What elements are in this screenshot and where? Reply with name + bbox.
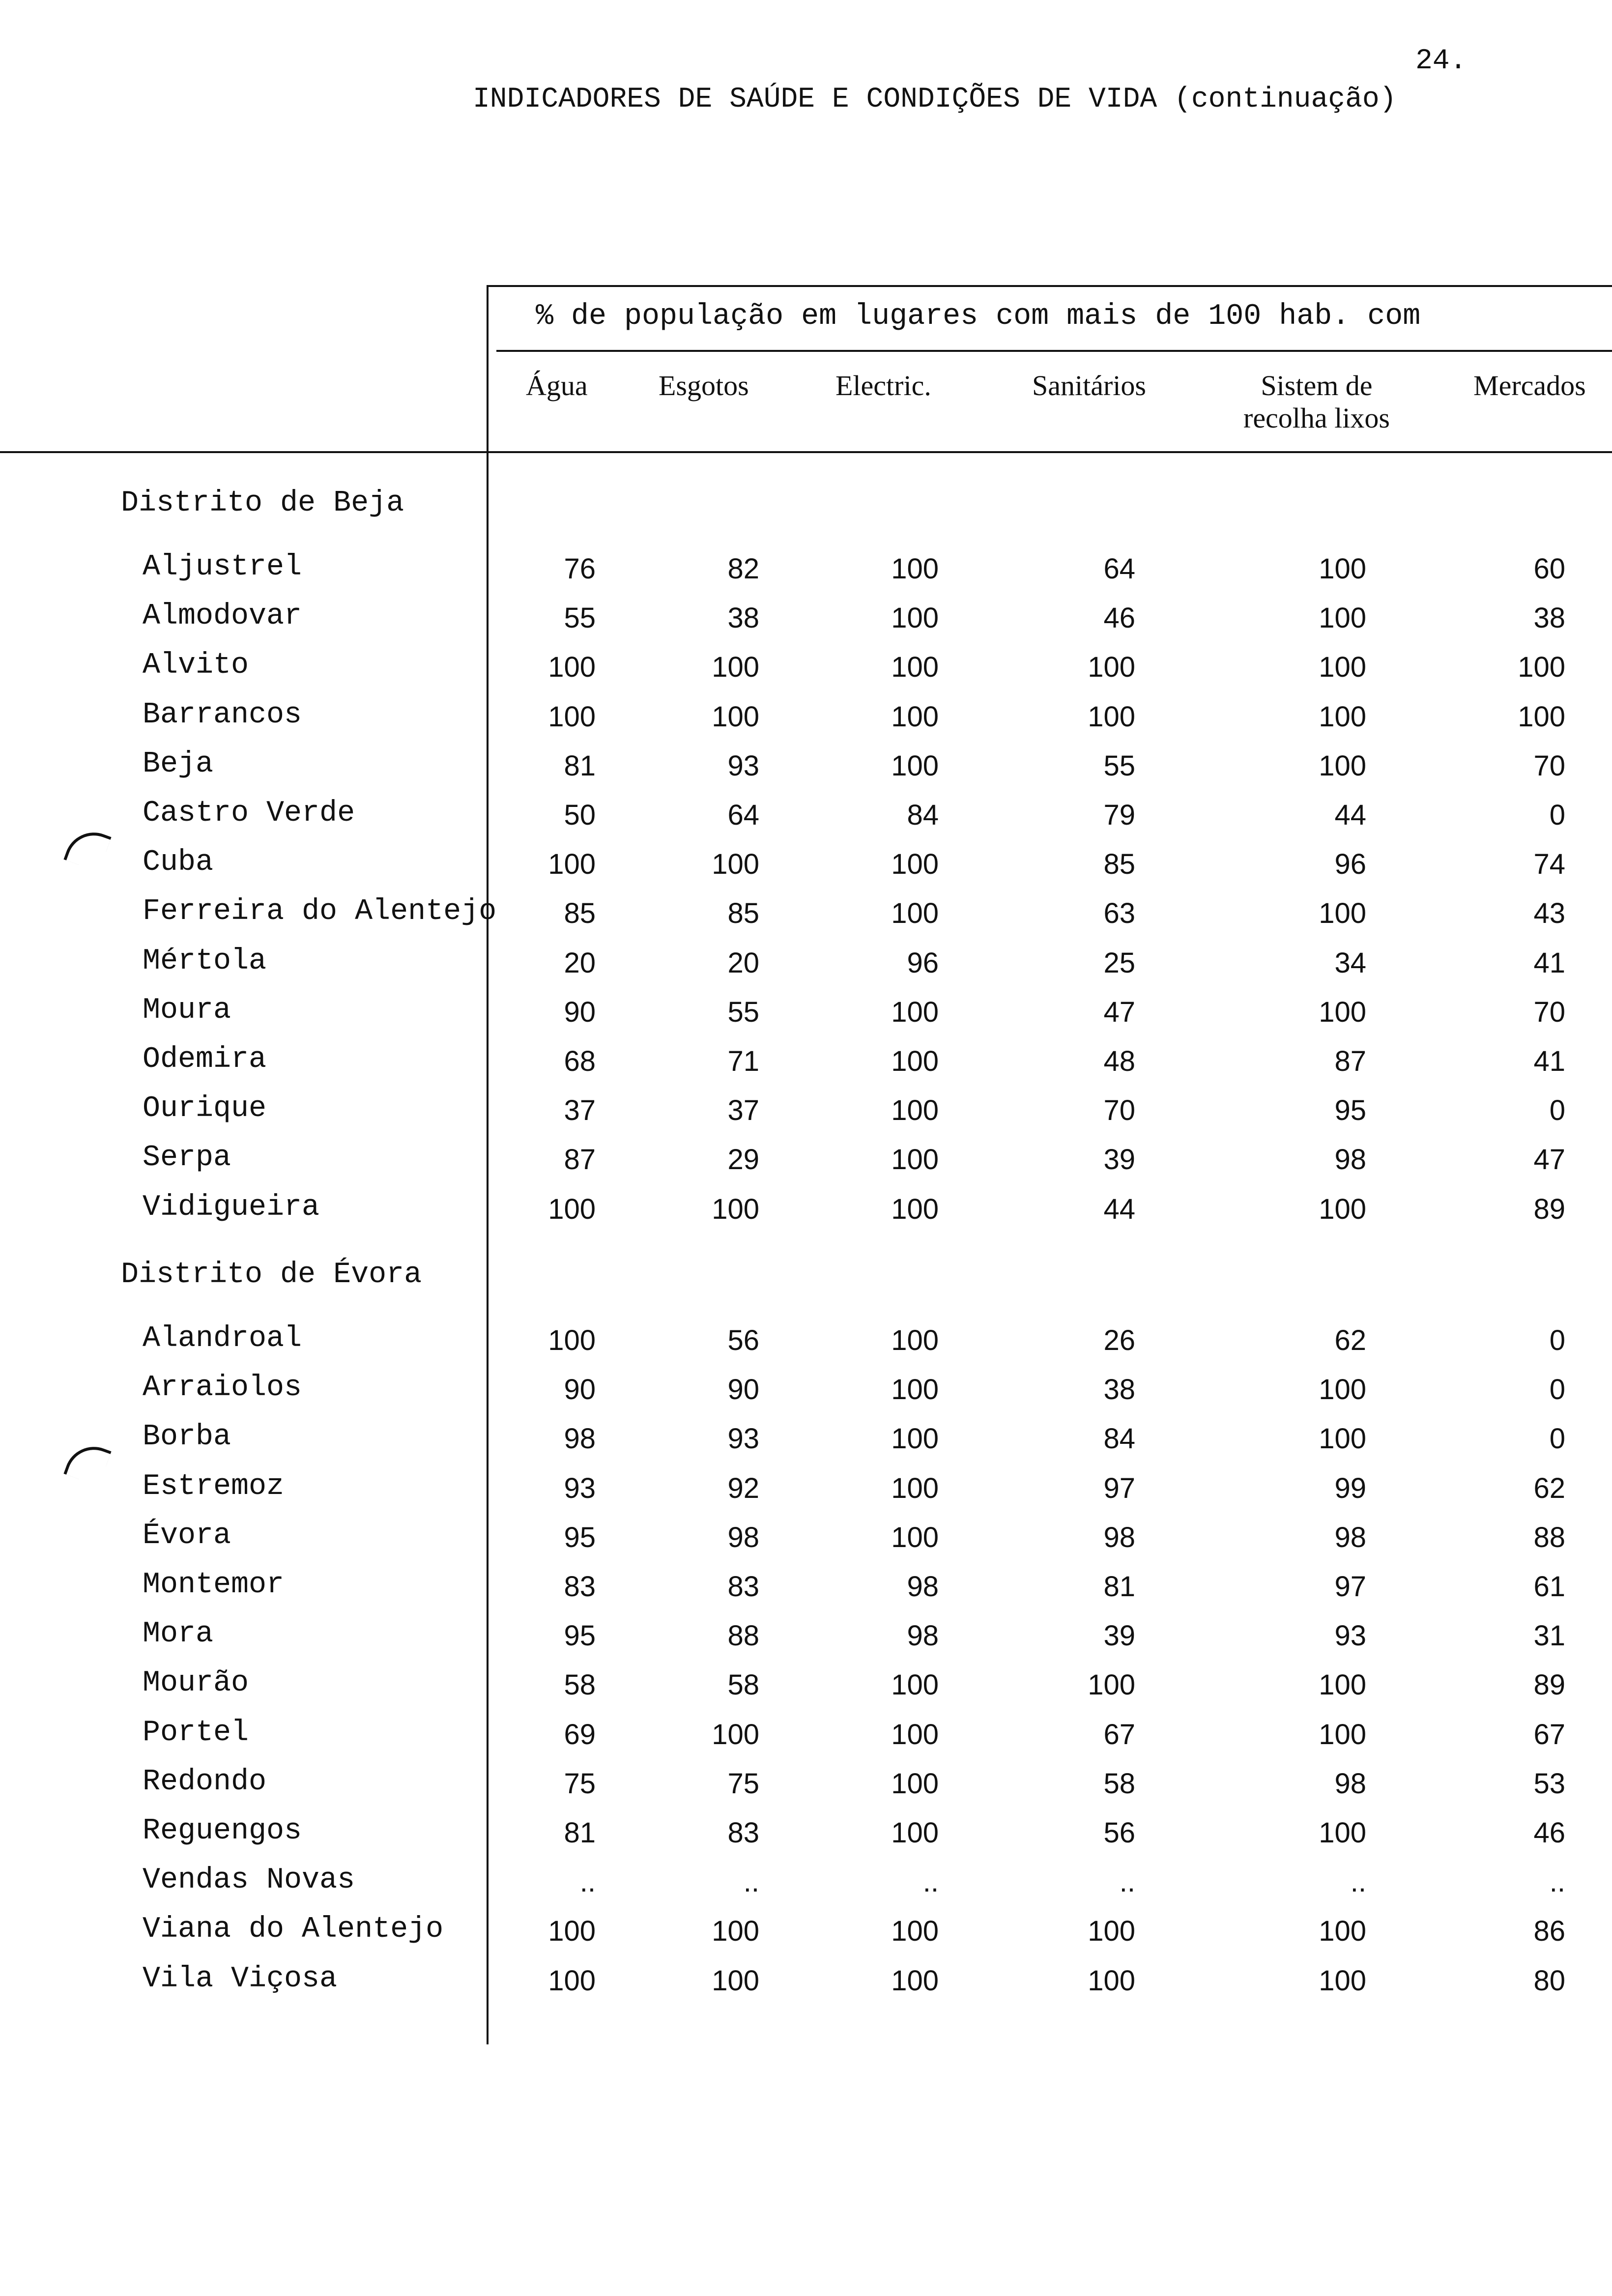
- table-cell: 0: [1549, 1094, 1565, 1126]
- row-label: Castro Verde: [143, 797, 355, 830]
- table-cell: 100: [891, 1193, 939, 1225]
- table-row: [0, 1814, 1612, 1849]
- table-row: [0, 1371, 1612, 1406]
- row-label: Borba: [143, 1420, 231, 1454]
- row-label: Almodovar: [143, 600, 302, 633]
- table-cell: 100: [548, 1193, 596, 1225]
- row-label: Arraiolos: [143, 1371, 302, 1405]
- table-cell: 39: [1103, 1620, 1135, 1652]
- table-cell: 100: [712, 1193, 759, 1225]
- table-cell: 98: [907, 1620, 939, 1652]
- table-cell: 68: [564, 1045, 596, 1077]
- table-cell: 56: [1103, 1817, 1135, 1849]
- table-cell: 29: [727, 1144, 759, 1176]
- table-cell: 75: [727, 1768, 759, 1800]
- table-cell: 88: [727, 1620, 759, 1652]
- table-cell: 85: [1103, 848, 1135, 880]
- table-cell: 100: [891, 651, 939, 683]
- table-cell: 83: [564, 1571, 596, 1603]
- table-cell: 58: [1103, 1768, 1135, 1800]
- table-cell: 98: [564, 1423, 596, 1455]
- table-row: [0, 945, 1612, 979]
- table-cell: 70: [1103, 1094, 1135, 1126]
- table-cell: 69: [564, 1719, 596, 1751]
- column-header-recolha-lixos: Sistem de recolha lixos: [1243, 370, 1390, 434]
- table-row: [0, 1420, 1612, 1455]
- table-cell: 100: [1319, 651, 1366, 683]
- table-cell: 25: [1103, 947, 1135, 979]
- table-cell: ..: [1350, 1866, 1366, 1898]
- table-cell: 46: [1533, 1817, 1565, 1849]
- table-cell: 84: [907, 799, 939, 831]
- table-row: [0, 1765, 1612, 1800]
- table-cell: 100: [1319, 1669, 1366, 1701]
- table-cell: 75: [564, 1768, 596, 1800]
- table-cell: 100: [891, 1045, 939, 1077]
- table-cell: 100: [712, 701, 759, 733]
- table-cell: 98: [1334, 1144, 1366, 1176]
- table-row: [0, 600, 1612, 634]
- row-label: Vidigueira: [143, 1191, 320, 1224]
- row-label: Cuba: [143, 846, 214, 879]
- table-header-rule: [496, 350, 1612, 352]
- row-label: Ferreira do Alentejo: [143, 895, 497, 928]
- table-row: [0, 797, 1612, 831]
- table-cell: 100: [891, 750, 939, 782]
- table-cell: 100: [891, 1423, 939, 1455]
- table-row: [0, 1092, 1612, 1126]
- row-label: Alvito: [143, 649, 249, 682]
- table-cell: 100: [891, 701, 939, 733]
- table-cell: 100: [1319, 750, 1366, 782]
- table-cell: 34: [1334, 947, 1366, 979]
- table-cell: 70: [1533, 750, 1565, 782]
- table-cell: 100: [891, 1472, 939, 1504]
- table-row: [0, 1322, 1612, 1356]
- table-cell: 31: [1533, 1620, 1565, 1652]
- table-span-header: % de população em lugares com mais de 100 hab. com: [536, 300, 1421, 333]
- table-cell: 100: [1319, 1374, 1366, 1406]
- table-cell: 81: [564, 1817, 596, 1849]
- table-cell: 93: [1334, 1620, 1366, 1652]
- table-cell: 61: [1533, 1571, 1565, 1603]
- table-cell: 76: [564, 553, 596, 585]
- table-cell: 62: [1533, 1472, 1565, 1504]
- row-label: Mourão: [143, 1666, 249, 1700]
- table-cell: 100: [1319, 553, 1366, 585]
- table-cell: 93: [727, 750, 759, 782]
- table-cell: 43: [1533, 897, 1565, 929]
- table-cell: 100: [712, 1719, 759, 1751]
- row-label: Ourique: [143, 1092, 267, 1125]
- table-cell: 85: [564, 897, 596, 929]
- table-cell: 55: [564, 602, 596, 634]
- table-cell: 100: [891, 1669, 939, 1701]
- table-cell: 56: [727, 1324, 759, 1356]
- table-row: [0, 846, 1612, 880]
- row-label: Vila Viçosa: [143, 1962, 338, 1996]
- table-cell: 100: [891, 1965, 939, 1997]
- table-cell: 37: [564, 1094, 596, 1126]
- table-cell: 100: [891, 1719, 939, 1751]
- table-cell: 98: [1103, 1521, 1135, 1553]
- district-title: Distrito de Beja: [121, 487, 404, 520]
- table-cell: 41: [1533, 1045, 1565, 1077]
- table-row: [0, 1519, 1612, 1553]
- table-cell: 64: [727, 799, 759, 831]
- table-cell: 55: [1103, 750, 1135, 782]
- table-row: [0, 1568, 1612, 1603]
- table-cell: 100: [891, 553, 939, 585]
- table-cell: 89: [1533, 1669, 1565, 1701]
- table-cell: 100: [712, 651, 759, 683]
- table-cell: 20: [727, 947, 759, 979]
- table-cell: 83: [727, 1817, 759, 1849]
- table-row: [0, 895, 1612, 929]
- table-cell: 96: [1334, 848, 1366, 880]
- table-cell: 74: [1533, 848, 1565, 880]
- table-cell: 20: [564, 947, 596, 979]
- table-cell: 100: [1319, 996, 1366, 1028]
- table-cell: 80: [1533, 1965, 1565, 1997]
- table-cell: 100: [548, 651, 596, 683]
- table-cell: 100: [1088, 1915, 1135, 1947]
- table-cell: 100: [891, 1817, 939, 1849]
- table-cell: 100: [891, 1144, 939, 1176]
- table-cell: 50: [564, 799, 596, 831]
- table-cell: 93: [564, 1472, 596, 1504]
- row-label: Serpa: [143, 1141, 231, 1175]
- table-cell: 0: [1549, 1324, 1565, 1356]
- table-cell: 90: [727, 1374, 759, 1406]
- table-cell: ..: [579, 1866, 596, 1898]
- table-cell: 93: [727, 1423, 759, 1455]
- table-cell: 100: [891, 1374, 939, 1406]
- table-row: [0, 649, 1612, 683]
- table-row: [0, 1864, 1612, 1898]
- table-cell: 100: [1319, 1423, 1366, 1455]
- column-header-electric: Electric.: [835, 370, 931, 402]
- table-cell: 100: [548, 1965, 596, 1997]
- table-row: [0, 1666, 1612, 1701]
- table-cell: 63: [1103, 897, 1135, 929]
- table-cell: 47: [1533, 1144, 1565, 1176]
- table-cell: 67: [1533, 1719, 1565, 1751]
- row-label: Aljustrel: [143, 550, 302, 584]
- table-cell: 98: [1334, 1768, 1366, 1800]
- table-cell: 100: [1319, 1915, 1366, 1947]
- table-cell: 95: [1334, 1094, 1366, 1126]
- row-label: Alandroal: [143, 1322, 302, 1355]
- table-cell: 100: [1518, 701, 1565, 733]
- table-cell: 62: [1334, 1324, 1366, 1356]
- table-cell: 95: [564, 1521, 596, 1553]
- table-cell: 46: [1103, 602, 1135, 634]
- row-label: Viana do Alentejo: [143, 1913, 444, 1946]
- table-row: [0, 994, 1612, 1028]
- table-cell: 95: [564, 1620, 596, 1652]
- table-cell: 41: [1533, 947, 1565, 979]
- table-cell: 26: [1103, 1324, 1135, 1356]
- table-cell: 100: [891, 1915, 939, 1947]
- row-label: Estremoz: [143, 1470, 285, 1503]
- table-cell: 100: [1088, 651, 1135, 683]
- table-cell: ..: [743, 1866, 759, 1898]
- row-label: Barrancos: [143, 698, 302, 732]
- table-cell: 38: [1533, 602, 1565, 634]
- table-cell: 100: [548, 848, 596, 880]
- row-label: Portel: [143, 1716, 249, 1750]
- table-cell: 85: [727, 897, 759, 929]
- row-label: Odemira: [143, 1043, 267, 1076]
- row-label: Mértola: [143, 945, 267, 978]
- table-cell: 0: [1549, 1374, 1565, 1406]
- table-row: [0, 1043, 1612, 1077]
- table-cell: 70: [1533, 996, 1565, 1028]
- table-row: [0, 1617, 1612, 1652]
- table-cell: 100: [891, 996, 939, 1028]
- table-row: [0, 550, 1612, 585]
- table-cell: 67: [1103, 1719, 1135, 1751]
- table-cell: 0: [1549, 1423, 1565, 1455]
- table-cell: 100: [891, 602, 939, 634]
- table-row: [0, 1141, 1612, 1176]
- table-row: [0, 1962, 1612, 1997]
- table-cell: 100: [891, 1094, 939, 1126]
- table-cell: 55: [727, 996, 759, 1028]
- table-cell: 100: [1088, 701, 1135, 733]
- table-cell: 97: [1103, 1472, 1135, 1504]
- table-cell: 100: [1319, 1965, 1366, 1997]
- table-cell: 100: [1088, 1669, 1135, 1701]
- table-cell: 88: [1533, 1521, 1565, 1553]
- table-cell: 81: [1103, 1571, 1135, 1603]
- row-label: Moura: [143, 994, 231, 1027]
- table-cell: 71: [727, 1045, 759, 1077]
- table-row: [0, 1191, 1612, 1225]
- row-label: Beja: [143, 747, 214, 781]
- table-cell: 100: [1319, 1719, 1366, 1751]
- table-cell: 100: [891, 1768, 939, 1800]
- row-label: Évora: [143, 1519, 231, 1552]
- row-label: Mora: [143, 1617, 214, 1651]
- table-row: [0, 698, 1612, 733]
- table-cell: 83: [727, 1571, 759, 1603]
- table-cell: 90: [564, 1374, 596, 1406]
- table-cell: 60: [1533, 553, 1565, 585]
- table-cell: 100: [548, 1324, 596, 1356]
- table-cell: 100: [712, 1965, 759, 1997]
- page-number: 24.: [1415, 45, 1467, 77]
- table-cell: 81: [564, 750, 596, 782]
- table-cell: 100: [1088, 1965, 1135, 1997]
- column-header-agua: Água: [526, 370, 588, 402]
- table-cell: 100: [1319, 701, 1366, 733]
- table-cell: 99: [1334, 1472, 1366, 1504]
- table-cell: ..: [1549, 1866, 1565, 1898]
- column-header-mercados: Mercados: [1473, 370, 1586, 402]
- table-cell: 90: [564, 996, 596, 1028]
- table-cell: 98: [907, 1571, 939, 1603]
- table-cell: 47: [1103, 996, 1135, 1028]
- table-row: [0, 1470, 1612, 1504]
- table-cell: 100: [1319, 1193, 1366, 1225]
- table-cell: 100: [1319, 602, 1366, 634]
- table-cell: 86: [1533, 1915, 1565, 1947]
- table-cell: 100: [712, 1915, 759, 1947]
- table-cell: 53: [1533, 1768, 1565, 1800]
- table-cell: 79: [1103, 799, 1135, 831]
- table-cell: ..: [922, 1866, 939, 1898]
- table-row: [0, 1913, 1612, 1947]
- table-cell: 58: [564, 1669, 596, 1701]
- table-cell: 100: [548, 701, 596, 733]
- column-header-esgotos: Esgotos: [659, 370, 749, 402]
- table-cell: 100: [548, 1915, 596, 1947]
- table-cell: 87: [564, 1144, 596, 1176]
- table-cell: 0: [1549, 799, 1565, 831]
- table-cell: 87: [1334, 1045, 1366, 1077]
- table-cell: 100: [891, 848, 939, 880]
- table-cell: 92: [727, 1472, 759, 1504]
- row-label: Vendas Novas: [143, 1864, 355, 1897]
- table-cell: 100: [1518, 651, 1565, 683]
- table-cell: 84: [1103, 1423, 1135, 1455]
- row-label: Montemor: [143, 1568, 285, 1602]
- table-row: [0, 747, 1612, 782]
- table-cell: 96: [907, 947, 939, 979]
- district-title: Distrito de Évora: [121, 1258, 422, 1292]
- table-cell: 100: [1319, 897, 1366, 929]
- table-cell: 64: [1103, 553, 1135, 585]
- table-cell: 48: [1103, 1045, 1135, 1077]
- table-cell: 100: [712, 848, 759, 880]
- table-cell: 44: [1103, 1193, 1135, 1225]
- table-cell: 98: [1334, 1521, 1366, 1553]
- table-cell: 89: [1533, 1193, 1565, 1225]
- table-cell: 38: [1103, 1374, 1135, 1406]
- table-cell: 58: [727, 1669, 759, 1701]
- table-cell: 39: [1103, 1144, 1135, 1176]
- table-cell: ..: [1119, 1866, 1135, 1898]
- table-cell: 44: [1334, 799, 1366, 831]
- table-top-rule: [487, 285, 1612, 287]
- column-header-sanitarios: Sanitários: [1032, 370, 1146, 402]
- row-label: Redondo: [143, 1765, 267, 1799]
- table-cell: 100: [1319, 1817, 1366, 1849]
- table-cell: 97: [1334, 1571, 1366, 1603]
- table-row: [0, 1716, 1612, 1751]
- table-cell: 100: [891, 1324, 939, 1356]
- row-label: Reguengos: [143, 1814, 302, 1848]
- table-body-rule: [0, 451, 1612, 453]
- page-title: INDICADORES DE SAÚDE E CONDIÇÕES DE VIDA (continuação): [473, 84, 1397, 115]
- table-cell: 100: [891, 1521, 939, 1553]
- table-cell: 100: [891, 897, 939, 929]
- table-cell: 37: [727, 1094, 759, 1126]
- table-cell: 38: [727, 602, 759, 634]
- table-cell: 82: [727, 553, 759, 585]
- table-cell: 98: [727, 1521, 759, 1553]
